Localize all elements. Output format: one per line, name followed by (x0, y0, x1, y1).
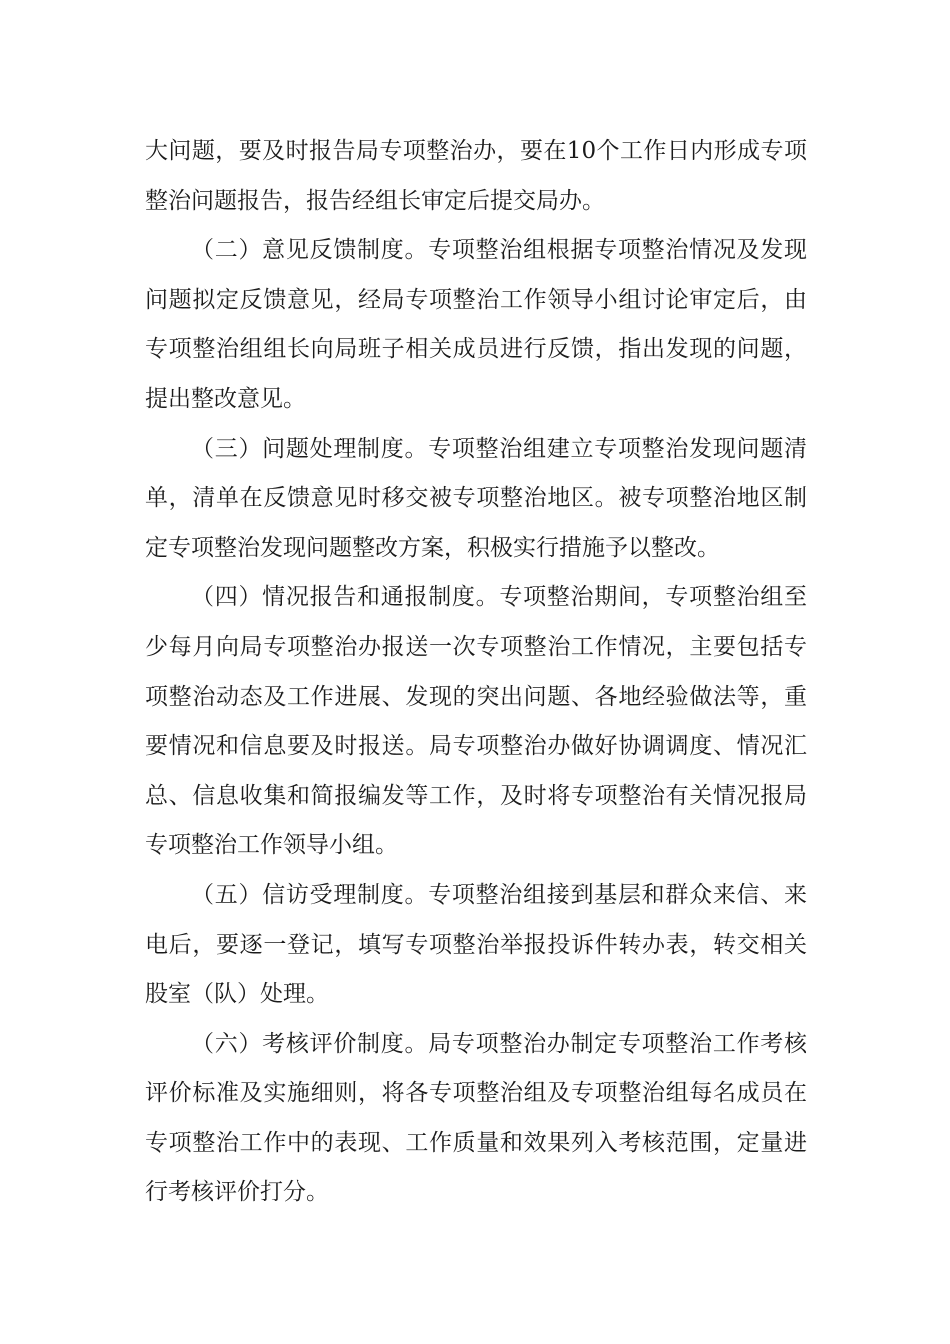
paragraph-assessment-system: （六）考核评价制度。局专项整治办制定专项整治工作考核评价标准及实施细则，将各专项整治组及专项整治组每名成员在专项整治工作中的表现、工作质量和效果列入考核范围，定量进行考核评价打分。 (145, 1030, 807, 1206)
document-body (145, 127, 807, 1218)
paragraph-feedback-system: （二）意见反馈制度。专项整治组根据专项整治情况及发现问题拟定反馈意见，经局专项整治工作领导小组讨论审定后，由专项整治组组长向局班子相关成员进行反馈，指出发现的问题，提出整改意见。 (145, 237, 807, 412)
paragraph-continuation: 大问题，要及时报告局专项整治办，要在10个工作日内形成专项整治问题报告，报告经组长审定后提交局办。 (145, 138, 807, 214)
paragraph-reporting-system: （四）情况报告和通报制度。专项整治期间，专项整治组至少每月向局专项整治办报送一次专项整治工作情况，主要包括专项整治动态及工作进展、发现的突出问题、各地经验做法等，重要情况和信息要及时报送。局专项整治办做好协调调度、情况汇总、信息收集和简报编发等工作，及时将专项整治有关情况报局专项整治工作领导小组。 (145, 584, 807, 859)
paragraph-problem-handling-system: （三）问题处理制度。专项整治组建立专项整治发现问题清单，清单在反馈意见时移交被专项整治地区。被专项整治地区制定专项整治发现问题整改方案，积极实行措施予以整改。 (145, 435, 807, 561)
paragraph-petition-system: （五）信访受理制度。专项整治组接到基层和群众来信、来电后，要逐一登记，填写专项整治举报投诉件转办表，转交相关股室（队）处理。 (145, 881, 807, 1008)
